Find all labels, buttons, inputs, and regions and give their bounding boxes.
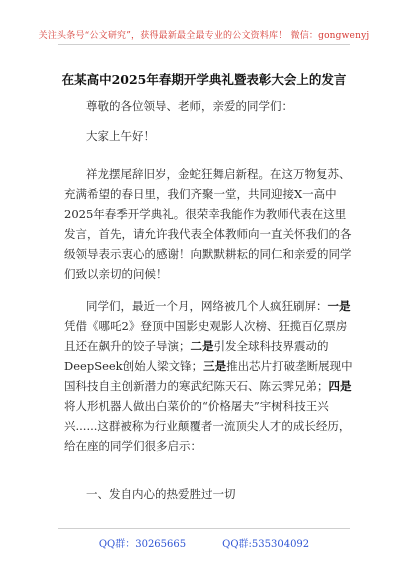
item-one: 凭借《哪吒2》登顶中国影史观影人次榜、狂揽百亿票房且还在飙升的饺子导演； [64,319,348,353]
marker-three: 三是 [203,359,227,373]
footer-qq-group-2: QQ群:535304092 [222,539,310,550]
footer [0,535,408,550]
footer-qq-group-1: QQ群：30265665 [98,539,187,550]
paragraph-role-models [64,296,354,456]
document-title: 在某高中2025年春期开学典礼暨表彰大会上的发言 [61,72,347,87]
marker-four: 四是 [328,379,352,393]
header-divider [58,44,350,45]
paragraph-intro: 同学们，最近一个月，网络被几个人疯狂刷屏： [86,299,328,313]
greeting: 大家上午好！ [86,129,155,143]
salutation: 尊敬的各位领导、老师，亲爱的同学们： [86,99,293,113]
item-three: 推出芯片打破垄断展现中国科技自主创新潜力的寒武纪陈天石、陈云霁兄弟； [64,359,353,393]
paragraph-opening: 祥龙摆尾辞旧岁，金蛇狂舞启新程。在这万物复苏、充满希望的春日里，我们齐聚一堂，共同迎接X一高中2025年春季开学典礼。很荣幸我能作为教师代表在这里发言，首先，请允许我代表全体教师向一直关怀我们的各级领导表示衷心的感谢！向默默耕耘的同仁和亲爱的同学们致以亲切的问候！ [64,167,352,281]
item-four: 将人形机器人做出白菜价的“价格屠夫”宇树科技王兴兴......这群被称为行业颠覆者一流顶尖人才的成长经历，给在座的同学们很多启示： [64,399,351,453]
section-heading-one: 一、发自内心的热爱胜过一切 [86,487,236,501]
marker-one: 一是 [327,299,351,313]
marker-two: 二是 [190,339,214,353]
footer-divider [58,528,350,529]
header-promo: 关注头条号“公文研究”，获得最新最全最专业的公文资料库！ 微信：gongwenyj [38,31,370,41]
item-two: 引发全球科技界震动的DeepSeek创始人梁文锋； [64,339,329,373]
